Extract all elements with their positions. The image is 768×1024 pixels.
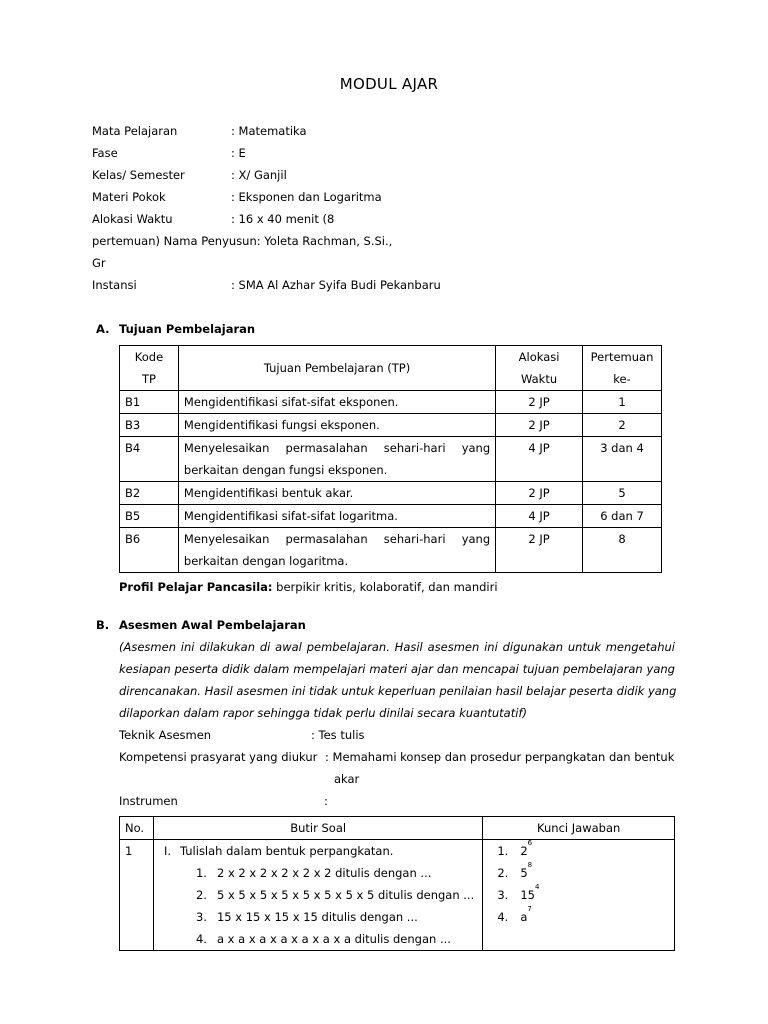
list-item: 1. 2 x 2 x 2 x 2 x 2 x 2 ditulis dengan ... — [195, 866, 432, 880]
section-a-title: Tujuan Pembelajaran — [119, 322, 256, 336]
section-b-letter: B. — [96, 618, 110, 632]
paragraph-line-3: direncanakan. Hasil asesmen ini tidak untuk keperluan penilaian hasil belajar peserta didik yang — [119, 684, 677, 698]
cell-alokasi: 2 JP — [496, 482, 583, 505]
teknik-value: : Tes tulis — [311, 728, 365, 742]
header-pertemuan: Pertemuan ke- — [583, 346, 662, 391]
table-header-row — [120, 817, 675, 840]
list-item: 4. $a^7$ — [497, 905, 532, 924]
cell-pertemuan: 6 dan 7 — [583, 505, 662, 528]
kompetensi-value: : Memahami konsep dan prosedur perpangkatan dan bentuk — [325, 750, 675, 764]
kompetensi-label: Kompetensi prasyarat yang diukur — [119, 750, 318, 764]
info-value-materi: : Eksponen dan Logaritma — [231, 190, 382, 204]
table-row — [120, 482, 662, 505]
list-item: 2. $5^8$ — [497, 861, 533, 880]
header-tp: Tujuan Pembelajaran (TP) — [178, 346, 495, 391]
cell-tp: Mengidentifikasi bentuk akar. — [178, 482, 495, 505]
section-b-title: Asesmen Awal Pembelajaran — [119, 618, 306, 632]
info-value-kelas: : X/ Ganjil — [231, 168, 287, 182]
cell-pertemuan: 8 — [583, 528, 662, 573]
info-label-materi: Materi Pokok — [92, 190, 166, 204]
list-item: 3. $15^4$ — [497, 883, 540, 902]
table-row — [120, 391, 662, 414]
header-butir: Butir Soal — [153, 817, 482, 840]
table-row — [120, 528, 662, 573]
cell-kode: B2 — [120, 482, 179, 505]
info-label-alokasi: Alokasi Waktu — [92, 212, 173, 226]
cell-kunci — [483, 840, 675, 951]
list-item: 4. a x a x a x a x a x a x a ditulis dengan ... — [195, 932, 451, 946]
cell-tp: Mengidentifikasi fungsi eksponen. — [178, 414, 495, 437]
info-label-mata-pelajaran: Mata Pelajaran — [92, 124, 178, 138]
cell-kode: B3 — [120, 414, 179, 437]
cell-pertemuan: 1 — [583, 391, 662, 414]
header-no: No. — [120, 817, 154, 840]
header-kunci: Kunci Jawaban — [483, 817, 675, 840]
instrumen-table — [119, 816, 675, 951]
info-label-fase: Fase — [92, 146, 118, 160]
butir-intro: I. Tulislah dalam bentuk perpangkatan. — [163, 844, 394, 858]
cell-alokasi: 2 JP — [496, 391, 583, 414]
paragraph-line-4: dilaporkan dalam rapor sehingga tidak perlu dinilai secara kuantutatif) — [119, 706, 527, 720]
cell-kode: B1 — [120, 391, 179, 414]
cell-pertemuan: 3 dan 4 — [583, 437, 662, 482]
info-value-mata-pelajaran: : Matematika — [231, 124, 307, 138]
list-item: 3. 15 x 15 x 15 x 15 ditulis dengan ... — [195, 910, 418, 924]
cell-alokasi: 2 JP — [496, 414, 583, 437]
info-value-instansi: : SMA Al Azhar Syifa Budi Pekanbaru — [231, 278, 441, 292]
info-label-instansi: Instansi — [92, 278, 137, 292]
info-label-kelas: Kelas/ Semester — [92, 168, 185, 182]
cell-pertemuan: 2 — [583, 414, 662, 437]
instrumen-label: Instrumen — [119, 794, 178, 808]
teknik-label: Teknik Asesmen — [119, 728, 212, 742]
instrumen-value: : — [324, 794, 328, 808]
table-header-row — [120, 346, 662, 391]
tujuan-table — [119, 345, 662, 573]
list-item: 1. $2^6$ — [497, 839, 533, 858]
list-item: 2. 5 x 5 x 5 x 5 x 5 x 5 x 5 x 5 ditulis dengan ... — [195, 888, 475, 902]
header-alokasi: Alokasi Waktu — [496, 346, 583, 391]
cell-tp: Menyelesaikan permasalahan sehari-hari yang berkaitan dengan fungsi eksponen. — [178, 437, 495, 482]
cell-kode: B5 — [120, 505, 179, 528]
header-kode: Kode TP — [120, 346, 179, 391]
cell-kode: B4 — [120, 437, 179, 482]
cell-pertemuan: 5 — [583, 482, 662, 505]
cell-tp: Mengidentifikasi sifat-sifat logaritma. — [178, 505, 495, 528]
cell-alokasi: 4 JP — [496, 505, 583, 528]
cell-tp: Mengidentifikasi sifat-sifat eksponen. — [178, 391, 495, 414]
info-value-fase: : E — [231, 146, 246, 160]
cell-tp: Menyelesaikan permasalahan sehari-hari yang berkaitan dengan logaritma. — [178, 528, 495, 573]
paragraph-line-1: (Asesmen ini dilakukan di awal pembelajaran. Hasil asesmen ini digunakan untuk mengetahui — [119, 640, 675, 654]
cell-butir — [153, 840, 482, 951]
cell-alokasi: 2 JP — [496, 528, 583, 573]
info-value-alokasi: : 16 x 40 menit (8 — [231, 212, 335, 226]
info-wrap-line-2: Gr — [92, 256, 106, 270]
cell-kode: B6 — [120, 528, 179, 573]
table-row — [120, 505, 662, 528]
profil-pancasila — [119, 580, 498, 594]
kompetensi-value-2: akar — [334, 772, 360, 786]
section-a-letter: A. — [96, 322, 110, 336]
table-row — [120, 414, 662, 437]
page-title: MODUL AJAR — [339, 75, 439, 93]
profil-value: berpikir kritis, kolaboratif, dan mandiri — [272, 580, 498, 594]
profil-label: Profil Pelajar Pancasila: — [119, 580, 273, 594]
cell-no: 1 — [120, 840, 154, 951]
info-wrap-line: pertemuan) Nama Penyusun: Yoleta Rachman, S.Si., — [92, 234, 393, 248]
paragraph-line-2: kesiapan peserta didik dalam mempelajari materi ajar dan mencapai tujuan pembelajaran yang — [119, 662, 675, 676]
table-row — [120, 840, 675, 951]
cell-alokasi: 4 JP — [496, 437, 583, 482]
table-row — [120, 437, 662, 482]
